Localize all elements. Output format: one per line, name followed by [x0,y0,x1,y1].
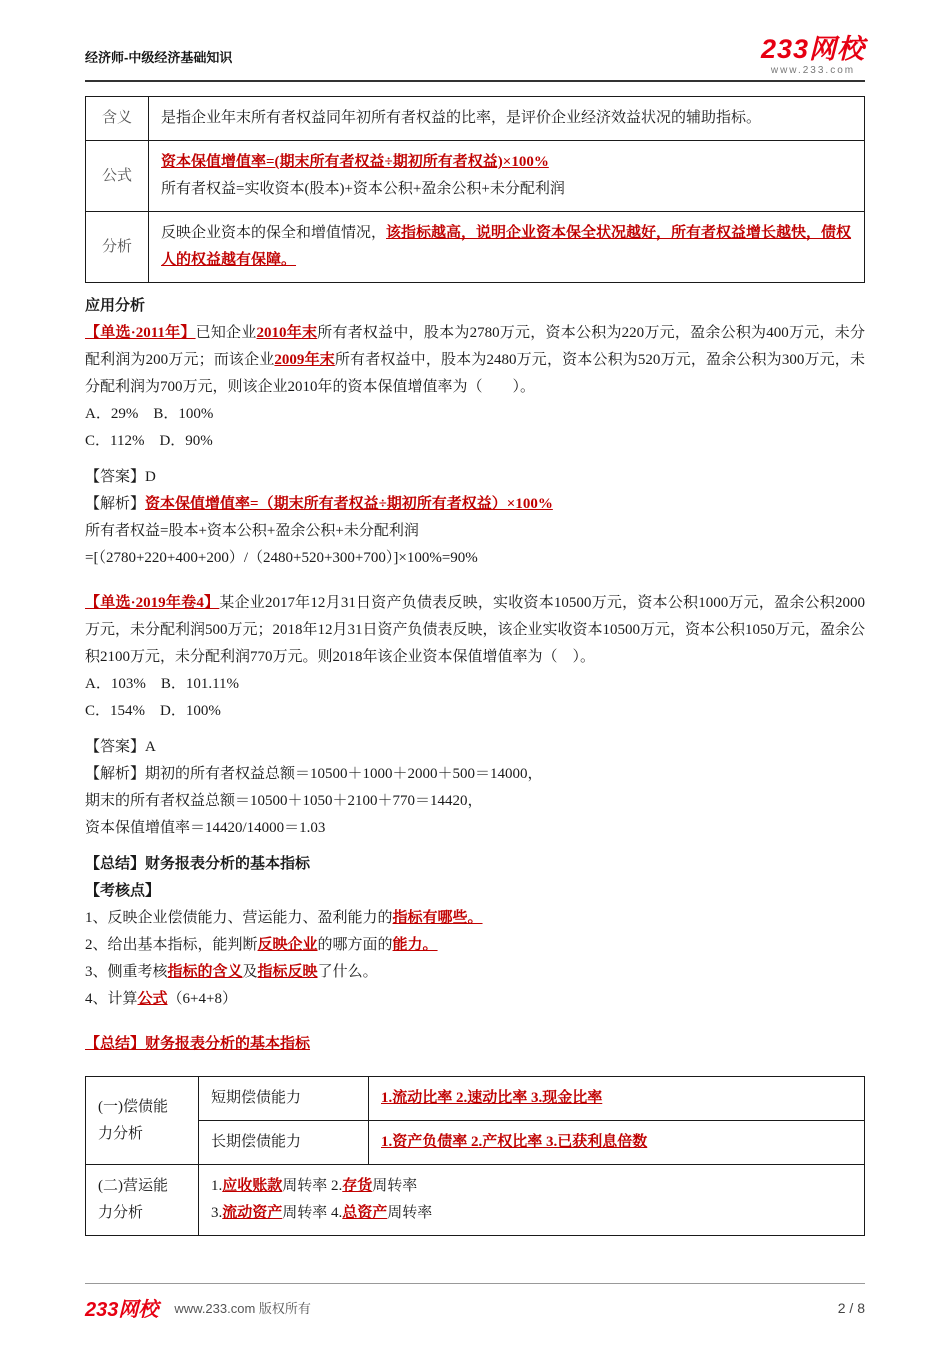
indicators-table [85,1076,865,1236]
table-row-short-term-solvency [86,1077,865,1121]
indicators-cell-short-term: 1.流动比率 2.速动比率 3.现金比率 [369,1077,865,1121]
q2-options-cd: C．154% D．100% [85,703,221,719]
q1-options-ab: A．29% B．100% [85,406,214,422]
row-content-formula: 资本保值增值率=(期末所有者权益÷期初所有者权益)×100% 所有者权益=实收资本(股本)+资本公积+盈余公积+未分配利润 [149,141,865,212]
section-heading: 应用分析 [85,298,146,314]
page-footer [85,1283,865,1322]
brand-logo-text: 233网校 [760,34,865,64]
brand-logo [761,36,865,76]
row-content-meaning: 是指企业年末所有者权益同年初所有者权益的比率，是评价企业经济效益状况的辅助指标。 [149,97,865,141]
row-content-analysis: 反映企业资本的保全和增值情况，该指标越高，说明企业资本保全状况越好，所有者权益增长越快，债权人的权益越有保障。 [149,212,865,283]
table-row-analysis [86,212,865,283]
q1-options-cd: C．112% D．90% [85,433,213,449]
q2-analysis-opening: 【解析】期初的所有者权益总额＝10500＋1000＋2000＋500＝14000， [85,766,543,782]
q1-analysis-formula: 【解析】资本保值增值率=（期末所有者权益÷期初所有者权益）×100% [85,496,553,512]
summary-red-heading: 【总结】财务报表分析的基本指标 [85,1036,311,1052]
indicators-cell-operating: 1.应收账款周转率 2.存货周转率 3.流动资产周转率 4.总资产周转率 [199,1165,865,1236]
q2-analysis-result: 资本保值增值率＝14420/14000＝1.03 [85,820,326,836]
group-cell-operating: (二)营运能力分析 [86,1165,199,1236]
indicators-cell-long-term: 1.资产负债率 2.产权比率 3.已获利息倍数 [369,1121,865,1165]
table-row-meaning [86,97,865,141]
definition-table [85,96,865,283]
table-row-long-term-solvency [86,1121,865,1165]
q2-options-ab: A．103% B．101.11% [85,676,240,692]
footer-brand [85,1293,311,1322]
exam-points-heading: 【考核点】 [85,883,161,899]
brand-site-url: www.233.com [770,65,856,76]
exam-point-4: 4、计算公式（6+4+8） [85,991,237,1007]
sub-cell-short-term: 短期偿债能力 [199,1077,369,1121]
question-2019: 【单选·2019年卷4】某企业2017年12月31日资产负债表反映，实收资本10500万元，资本公积1000万元，盈余公积2000万元，未分配利润500万元；2018年12月31日资产负债表反映，该企业实收资本10500万元，资本公积1050万元，盈余公积2100万元，未分配利润770万元。则2018年该企业资本保值增值率为（ ）。 [85,595,866,665]
exam-point-1: 1、反映企业偿债能力、营运能力、盈利能力的指标有哪些。 [85,910,483,926]
q2-analysis-closing: 期末的所有者权益总额＝10500＋1050＋2100＋770＝14420， [85,793,483,809]
row-label-formula: 公式 [86,141,149,212]
q1-analysis-equity: 所有者权益=股本+资本公积+盈余公积+未分配利润 [85,523,419,539]
footer-logo-text: 233网校 [85,1299,159,1321]
group-cell-solvency: (一)偿债能力分析 [86,1077,199,1165]
q2-answer: 【答案】A [85,739,156,755]
row-label-analysis: 分析 [86,212,149,283]
row-label-meaning: 含义 [86,97,149,141]
exam-point-3: 3、侧重考核指标的含义及指标反映了什么。 [85,964,378,980]
question-2011: 【单选·2011年】已知企业2010年末所有者权益中，股本为2780万元，资本公积为220万元，盈余公积为400万元，未分配利润为200万元；而该企业2009年末所有者权益中，股本为2480万元，资本公积为520万元，盈余公积为300万元，未分配利润为700万元，则该企业2010年的资本保值增值率为（ ）。 [85,325,865,395]
q1-answer: 【答案】D [85,469,156,485]
page-header [85,36,865,82]
document-body [85,96,865,1236]
exam-point-2: 2、给出基本指标，能判断反映企业的哪方面的能力。 [85,937,438,953]
sub-cell-long-term: 长期偿债能力 [199,1121,369,1165]
table-row-operating-capacity [86,1165,865,1236]
page-number: 2 / 8 [837,1299,865,1316]
table-row-formula [86,141,865,212]
course-title: 经济师-中级经济基础知识 [85,50,233,65]
footer-copyright: www.233.com 版权所有 [174,1301,311,1316]
summary-heading: 【总结】财务报表分析的基本指标 [85,856,311,872]
q1-analysis-calculation: =[（2780+220+400+200）/（2480+520+300+700）]×100%=90% [85,550,478,566]
